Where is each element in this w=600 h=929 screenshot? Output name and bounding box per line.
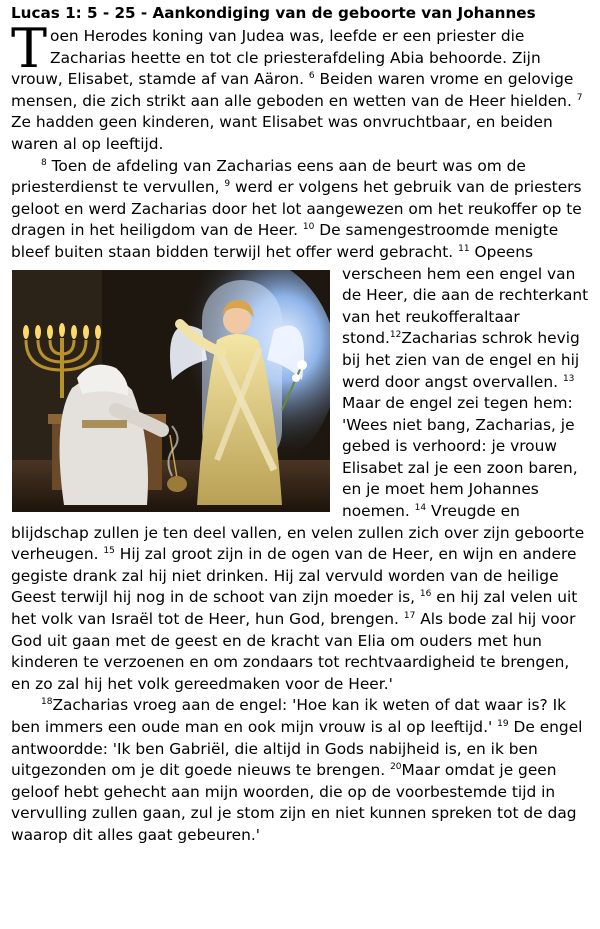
annunciation-painting — [12, 270, 330, 512]
verse-text: Toen de afdeling van Zacharias eens aan de beurt was om de priesterdienst te vervullen, — [11, 156, 526, 197]
verse-number: 13 — [562, 373, 575, 384]
verse-text: Maar omdat je geen geloof hebt gehecht aan mijn woorden, die op de voorbestemde tijd in vervulling zullen gaan, zul je stom zijn en niet kunnen spreken tot de dag waarop dit alles gaat gebeuren.' — [11, 761, 577, 844]
verse-number: 18 — [41, 697, 53, 708]
verse-number: 16 — [419, 589, 432, 600]
verse-text: werd er volgens het gebruik van de priesters geloot en werd Zacharias door het lot aangewezen om het reukoffer op te dragen in het heiligdom van de Heer. — [11, 178, 582, 240]
verse-text: Zacharias schrok hevig bij het zien van de engel en hij werd door angst overvallen. — [342, 329, 580, 391]
page-title: Lucas 1: 5 - 25 - Aankondiging van de geboorte van Johannes — [11, 4, 536, 22]
verse-text: De engel antwoordde: 'Ik ben Gabriël, die altijd in Gods nabijheid is, en ik ben uitgezonden om je dit goede nieuws te brengen. — [11, 718, 583, 780]
verse-text: Maar de engel zei tegen hem: 'Wees niet bang, Zacharias, je gebed is verhoord: je vrouw Elisabet zal je een zoon baren, en je moet hem Johannes noemen. — [342, 394, 578, 521]
verse-text: Vreugde en blijdschap zullen je ten deel vallen, en velen zullen zich over zijn geboorte verheugen. — [11, 502, 585, 564]
verse-text: Hij zal groot zijn in de ogen van de Heer, en wijn en andere gegiste drank zal hij niet drinken. Hij zal vervuld worden van de heilige Geest terwijl hij nog in de schoot van zijn moeder is, — [11, 545, 577, 607]
verse-text: De samengestroomde menigte bleef buiten staan bidden terwijl het offer werd gebracht. — [11, 221, 559, 261]
paragraph-2 — [11, 156, 590, 696]
paragraph-1 — [11, 17, 590, 156]
verse-text: en hij zal velen uit het volk van Israël tot de Heer, hun God, brengen. — [11, 588, 578, 629]
verse-number: 9 — [224, 179, 231, 190]
scripture-text — [11, 17, 590, 847]
verse-text: Beiden waren vrome en gelovige mensen, die zich strikt aan alle geboden en wetten van de Heer hielden. — [11, 70, 574, 110]
verse-number: 15 — [103, 546, 115, 557]
verse-text: Zacharias vroeg aan de engel: 'Hoe kan ik weten of dat waar is? Ik ben immers een oude man en ook mijn vrouw is al op leeftijd.' — [11, 696, 567, 736]
paragraph-3 — [11, 695, 590, 846]
verse-number: 17 — [403, 610, 416, 621]
verse-number: 12 — [389, 330, 402, 341]
annunciation-illustration — [12, 270, 330, 512]
verse-number: 14 — [414, 502, 427, 513]
verse-text: Ze hadden geen kinderen, want Elisabet was onvruchtbaar, en beiden waren al op leeftijd. — [11, 113, 553, 153]
drop-cap: T — [11, 17, 48, 80]
verse-text: oen Herodes koning van Judea was, leefde er een priester die Zacharias heette en tot cle priesterafdeling Abia behoorde. Zijn vrouw, Elisabet, stamde af van Aäron. — [11, 27, 541, 89]
verse-text: Opeens verscheen hem een engel van de Heer, die aan de rechterkant van het reukofferaltaar stond. — [342, 242, 589, 348]
verse-text: Als bode zal hij voor God uit gaan met de geest en de kracht van Elia om ouders met hun kinderen te verzoenen en om zondaars tot rechtvaardigheid te brengen, en zo zal hij het volk gereedmaken voor de Heer.' — [11, 610, 576, 693]
verse-number: 7 — [576, 92, 583, 103]
verse-number: 10 — [302, 222, 315, 233]
verse-number: 8 — [41, 157, 47, 168]
verse-number: 20 — [390, 762, 402, 773]
verse-number: 11 — [458, 243, 470, 254]
verse-number: 6 — [308, 71, 315, 82]
verse-number: 19 — [497, 718, 509, 729]
